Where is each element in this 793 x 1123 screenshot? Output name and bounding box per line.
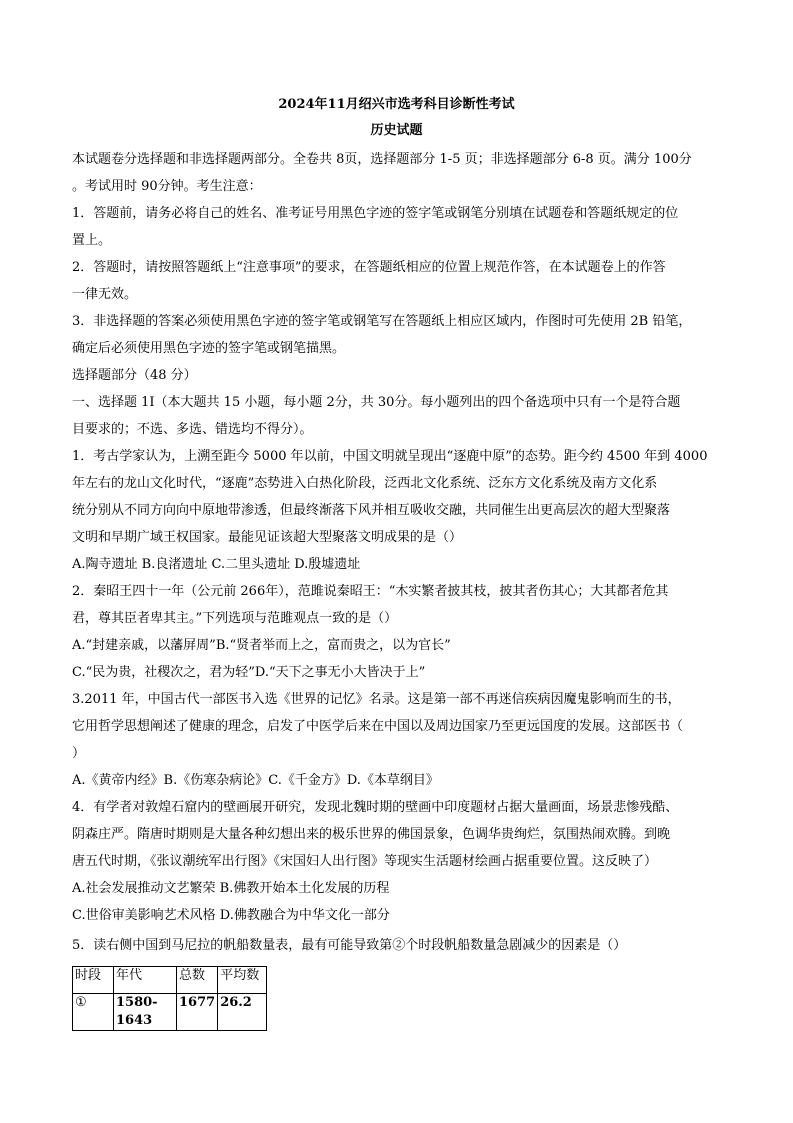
question-5-text: 5．读右侧中国到马尼拉的帆船数量表，最有可能导致第②个时段帆船数量急剧减少的因素是（） — [72, 938, 627, 953]
question-1-text: 1．考古学家认为，上溯至距今 5000 年以前，中国文明就呈现出“逐鹿中原”的态势。距今约 4500 年到 4000 — [72, 449, 708, 464]
notice-line: 3．非选择题的答案必须使用黑色字迹的签字笔或钢笔写在答题纸上相应区域内，作图时可先使用 2B 铅笔， — [72, 314, 692, 329]
question-4-text: 4．有学者对敦煌石窟内的壁画展开研究，发现北魏时期的壁画中印度题材占据大量画面，场景悲惨残酷、 — [72, 800, 679, 815]
table-header-cell: 时段 — [73, 967, 114, 994]
table-header-cell: 总数 — [177, 967, 218, 994]
question-4-options: C.世俗审美影响艺术风格 D.佛教融合为中华文化一部分 — [72, 908, 390, 923]
table-row — [73, 994, 267, 1031]
table-header-row — [73, 967, 267, 994]
question-1-text: 文明和早期广域王权国家。最能见证该超大型聚落文明成果的是（） — [72, 530, 463, 545]
question-3-text: 它用哲学思想阐述了健康的理念，启发了中医学后来在中国以及周边国家乃至更远国度的发展。这部医书（ — [72, 719, 684, 734]
notice-line: 确定后必须使用黑色字迹的签字笔或钢笔描黑。 — [72, 341, 346, 356]
question-4-text: 阴森庄严。隋唐时期则是大量各种幻想出来的极乐世界的佛国景象，色调华贵绚烂，氛围热闹欢腾。到晚 — [72, 827, 671, 842]
question-2-text: 2．秦昭王四十一年（公元前 266年），范雎说秦昭王：“木实繁者披其枝，披其者伤其心；大其都者危其 — [72, 584, 669, 599]
table-cell: 1677 — [177, 994, 218, 1031]
question-3-text: 3.2011 年，中国古代一部医书入选《世界的记忆》名录。这是第一部不再迷信疾病因魔鬼影响而生的书， — [72, 692, 681, 707]
section-instructions: 一、选择题 1I（本大题共 15 小题，每小题 2分，共 30分。每小题列出的四个备选项中只有一个是符合题 — [72, 395, 681, 410]
question-1-text: 统分别从不同方向向中原地带渗透，但最终渐落下风并相互吸收交融，共同催生出更高层次的超大型聚落 — [72, 503, 671, 518]
question-3-options: A.《黄帝内经》B.《伤寒杂病论》C.《千金方》D.《本草纲目》 — [72, 773, 439, 788]
intro-line: 本试题卷分选择题和非选择题两部分。全卷共 8页，选择题部分 1-5 页；非选择题部分 6-8 页。满分 100分 — [72, 152, 692, 167]
question-4-text: 唐五代时期，《张议潮统军出行图》《宋国妇人出行图》等现实生活题材绘画占据重要位置。这反映了） — [72, 854, 658, 869]
question-1-options: A.陶寺遗址 B.良渚遗址 C.二里头遗址 D.殷墟遗址 — [72, 557, 361, 572]
intro-line: 。考试用时 90分钟。考生注意： — [72, 179, 262, 194]
question-2-options: A.“封建亲戚，以藩屏周”B.“贤者举而上之，富而贵之，以为官长” — [72, 638, 451, 653]
question-3-text: ） — [72, 746, 86, 761]
table-header-cell: 平均数 — [218, 967, 267, 994]
section-instructions: 目要求的；不选、多选、错选均不得分）。 — [72, 422, 313, 437]
table-cell: 1580-1643 — [114, 994, 177, 1031]
table-header-cell: 年代 — [114, 967, 177, 994]
notice-line: 一律无效。 — [72, 287, 138, 302]
exam-subject: 历史试题 — [370, 123, 423, 138]
question-1-text: 年左右的龙山文化时代，“逐鹿”态势进入白热化阶段，泛西北文化系统、泛东方文化系统及南方文化系 — [72, 476, 658, 491]
table-cell: ① — [73, 994, 114, 1031]
notice-line: 2．答题时，请按照答题纸上“注意事项”的要求，在答题纸相应的位置上规范作答，在本试题卷上的作答 — [72, 260, 666, 275]
table-cell: 26.2 — [218, 994, 267, 1031]
question-2-options: C.“民为贵，社稷次之，君为轻”D.“天下之事无小大皆决于上” — [72, 665, 426, 680]
section-heading: 选择题部分（48 分） — [72, 368, 197, 383]
question-4-options: A.社会发展推动文艺繁荣 B.佛教开始本土化发展的历程 — [72, 881, 390, 896]
notice-line: 1．答题前，请务必将自己的姓名、准考证号用黑色字迹的签字笔或钢笔分别填在试题卷和答题纸规定的位 — [72, 206, 679, 221]
question-2-text: 君，尊其臣者卑其主。”下列选项与范雎观点一致的是（） — [72, 611, 398, 626]
exam-title: 2024年11月绍兴市选考科目诊断性考试 — [278, 97, 515, 112]
junk-count-table — [72, 966, 267, 1031]
notice-line: 置上。 — [72, 233, 112, 248]
